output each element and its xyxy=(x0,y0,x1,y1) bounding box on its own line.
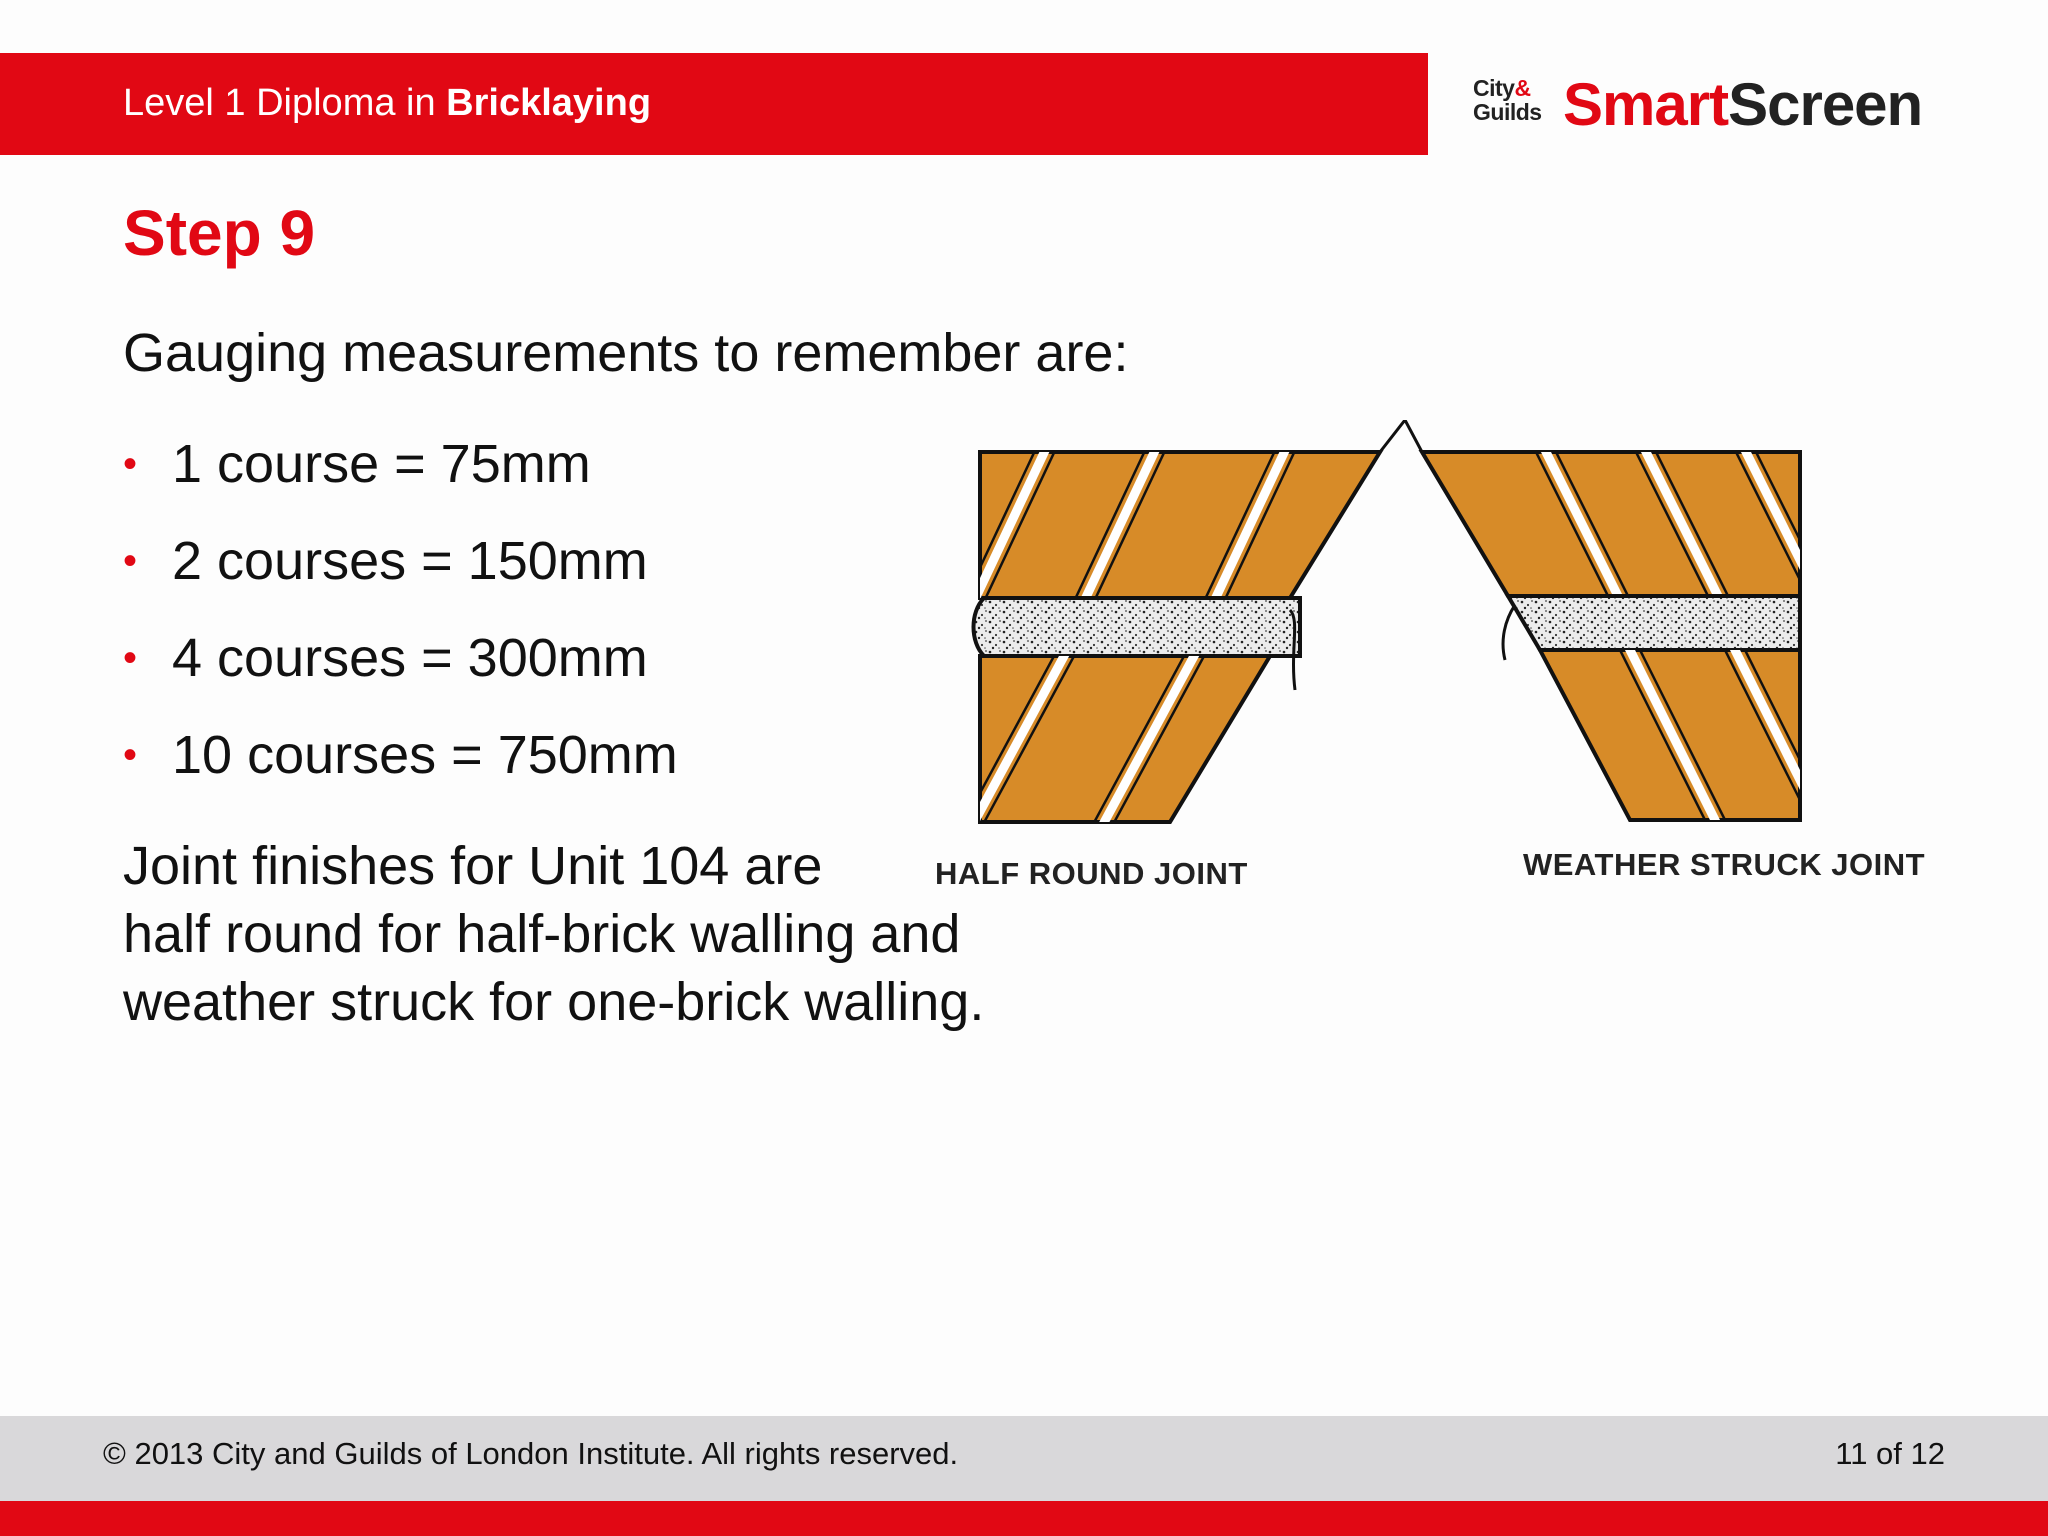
copyright-text: © 2013 City and Guilds of London Institute. All rights reserved. xyxy=(103,1436,959,1471)
slide-title: Step 9 xyxy=(123,197,316,269)
city-guilds-smartscreen-logo xyxy=(1470,70,1930,140)
weather-struck-joint-label: WEATHER STRUCK JOINT xyxy=(1523,847,1926,882)
list-item: • 2 courses = 150mm xyxy=(123,531,648,591)
half-round-joint-label: HALF ROUND JOINT xyxy=(935,856,1248,891)
bullet-icon: • xyxy=(123,636,138,680)
page-number: 11 of 12 xyxy=(1835,1436,1945,1471)
smartscreen-wordmark: SmartScreen xyxy=(1563,71,1923,138)
bullet-icon: • xyxy=(123,733,138,777)
list-item: • 10 courses = 750mm xyxy=(123,725,678,785)
joint-finish-text: Joint finishes for Unit 104 are half round for half-brick walling and weather struck for one-brick walling. xyxy=(123,836,985,1032)
weather-struck-joint-illustration xyxy=(1422,440,1835,830)
joint-diagram xyxy=(960,420,1960,900)
intro-text: Gauging measurements to remember are: xyxy=(123,323,1129,383)
bottom-accent-strip xyxy=(0,1501,2048,1536)
list-item: • 1 course = 75mm xyxy=(123,434,591,494)
bullet-icon: • xyxy=(123,539,138,583)
measurement-list xyxy=(123,432,678,820)
half-round-joint-illustration xyxy=(960,440,1380,830)
bullet-icon: • xyxy=(123,442,138,486)
course-name: Bricklaying xyxy=(446,82,652,124)
course-prefix: Level 1 Diploma in xyxy=(123,82,447,124)
city-guilds-mark: City& Guilds xyxy=(1473,75,1542,125)
course-title xyxy=(123,82,651,125)
list-item: • 4 courses = 300mm xyxy=(123,628,648,688)
